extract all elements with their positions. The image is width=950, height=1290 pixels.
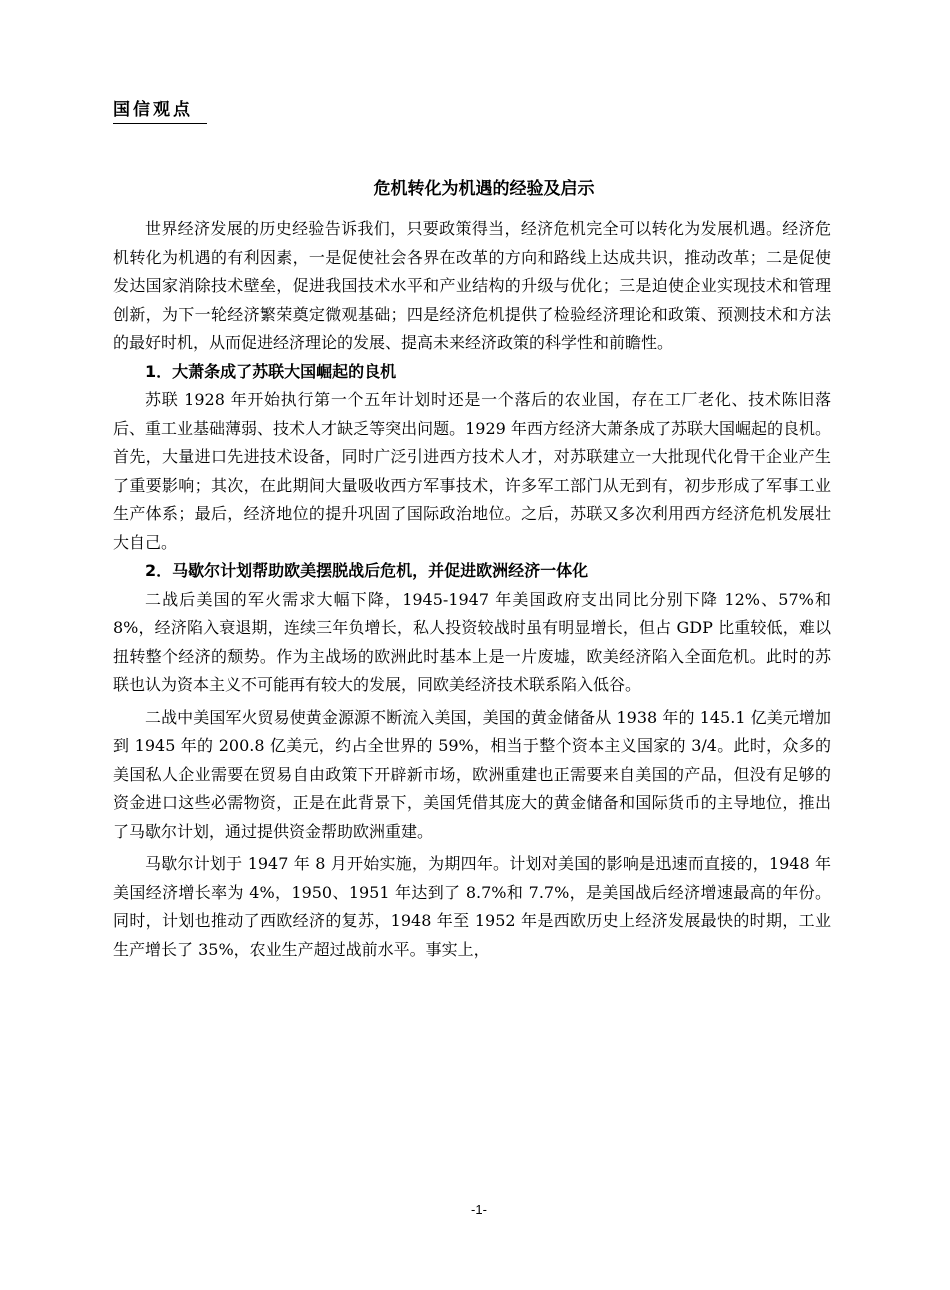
- section-2-paragraph-3: 马歇尔计划于 1947 年 8 月开始实施，为期四年。计划对美国的影响是迅速而直接的，1948 年美国经济增长率为 4%，1950、1951 年达到了 8.7%和 7.7%，是美国战后经济增速最高的年份。同时，计划也推动了西欧经济的复苏，1948 年至 1952 年是西欧历史上经济发展最快的时期，工业生产增长了 35%，农业生产超过战前水平。事实上，: [113, 854, 831, 959]
- section-2-heading: 2．马歇尔计划帮助欧美摆脱战后危机，并促进欧洲经济一体化: [145, 561, 589, 580]
- article-body: [113, 215, 831, 964]
- section-2-paragraph-1: 二战后美国的军火需求大幅下降，1945-1947 年美国政府支出同比分别下降 12%、57%和 8%，经济陷入衰退期，连续三年负增长，私人投资较战时虽有明显增长，但占 GDP 比重较低，难以扭转整个经济的颓势。作为主战场的欧洲此时基本上是一片废墟，欧美经济陷入全面危机。此时的苏联也认为资本主义不可能再有较大的发展，同欧美经济技术联系陷入低谷。: [113, 589, 831, 694]
- column-label: 国信观点: [113, 97, 207, 124]
- section-2-paragraph-2: 二战中美国军火贸易使黄金源源不断流入美国，美国的黄金储备从 1938 年的 145.1 亿美元增加到 1945 年的 200.8 亿美元，约占全世界的 59%，相当于整个资本主义国家的 3/4。此时，众多的美国私人企业需要在贸易自由政策下开辟新市场，欧洲重建也正需要来自美国的产品，但没有足够的资金进口这些必需物资，正是在此背景下，美国凭借其庞大的黄金储备和国际货币的主导地位，推出了马歇尔计划，通过提供资金帮助欧洲重建。: [113, 707, 831, 841]
- page-number: -1-: [471, 1202, 487, 1217]
- section-1-heading: 1．大萧条成了苏联大国崛起的良机: [145, 361, 397, 381]
- article-title: 危机转化为机遇的经验及启示: [373, 179, 595, 199]
- section-1-paragraph: 苏联 1928 年开始执行第一个五年计划时还是一个落后的农业国，存在工厂老化、技术陈旧落后、重工业基础薄弱、技术人才缺乏等突出问题。1929 年西方经济大萧条成了苏联大国崛起的良机。首先，大量进口先进技术设备，同时广泛引进西方技术人才，对苏联建立一大批现代化骨干企业产生了重要影响；其次，在此期间大量吸收西方军事技术，许多军工部门从无到有，初步形成了军事工业生产体系；最后，经济地位的提升巩固了国际政治地位。之后，苏联又多次利用西方经济危机发展壮大自己。: [113, 390, 831, 552]
- intro-paragraph: 世界经济发展的历史经验告诉我们，只要政策得当，经济危机完全可以转化为发展机遇。经济危机转化为机遇的有利因素，一是促使社会各界在改革的方向和路线上达成共识，推动改革；二是促使发达国家消除技术壁垒，促进我国技术水平和产业结构的升级与优化；三是迫使企业实现技术和管理创新，为下一轮经济繁荣奠定微观基础；四是经济危机提供了检验经济理论和政策、预测技术和方法的最好时机，从而促进经济理论的发展、提高未来经济政策的科学性和前瞻性。: [113, 219, 831, 352]
